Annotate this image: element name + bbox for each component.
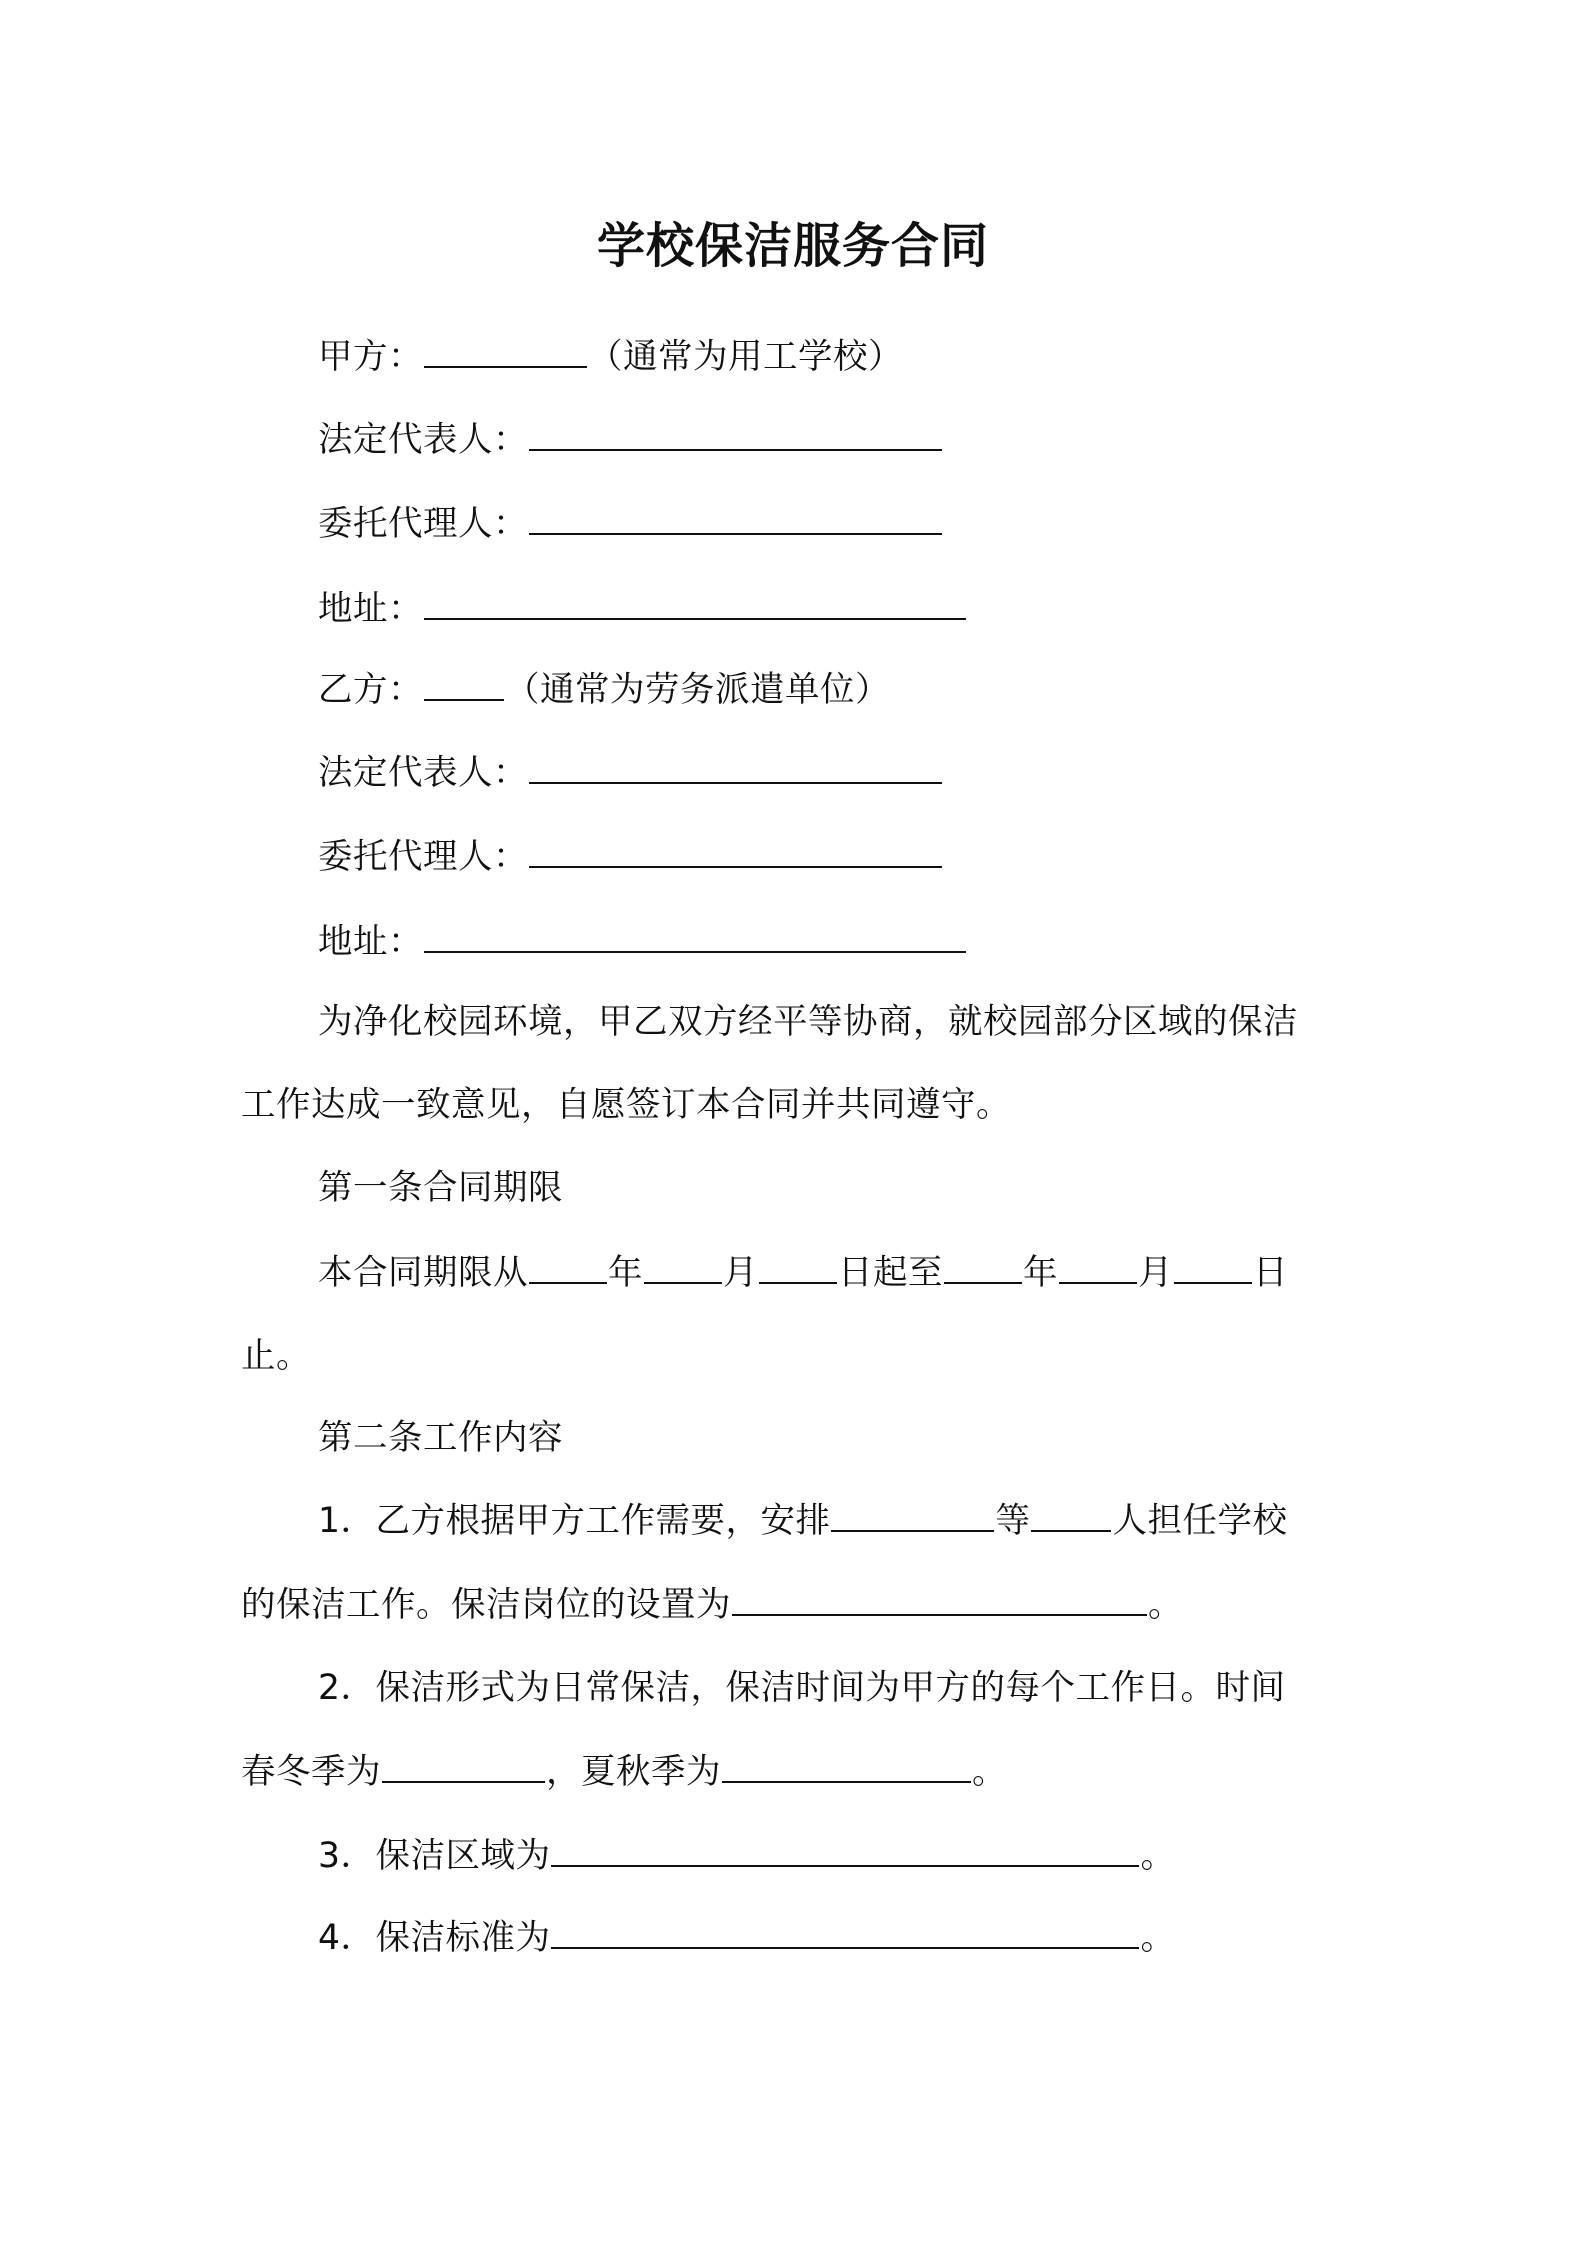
item-3-end: 。 (1140, 1836, 1176, 1876)
preamble-line-2: 工作达成一致意见，自愿签订本合同并共同遵守。 (241, 1085, 1011, 1125)
staff-names-blank[interactable] (831, 1499, 994, 1532)
party-a-agent-blank[interactable] (529, 502, 942, 535)
party-b-agent-blank[interactable] (529, 835, 942, 868)
party-a-address-line (318, 585, 967, 633)
party-b-address-blank[interactable] (424, 920, 966, 953)
item-1-line-2-text: 的保洁工作。保洁岗位的设置为 (241, 1585, 731, 1625)
item-1-text-c: 人担任学校 (1112, 1501, 1288, 1541)
party-b-address-label: 地址： (318, 922, 423, 962)
article-1-term-line-2: 止。 (241, 1336, 311, 1376)
article-1-heading: 第一条合同期限 (318, 1168, 563, 1208)
month-label: 月 (1138, 1253, 1173, 1293)
end-year-blank[interactable] (944, 1251, 1022, 1284)
item-2-text-a: 春冬季为 (241, 1752, 381, 1792)
party-a-agent-label: 委托代理人： (318, 504, 528, 544)
article-2-item-1-line-2 (241, 1581, 1183, 1629)
start-year-blank[interactable] (529, 1251, 607, 1284)
item-4-label: 4．保洁标准为 (318, 1918, 551, 1958)
article-2-heading: 第二条工作内容 (318, 1418, 563, 1458)
party-b-legal-rep-label: 法定代表人： (318, 753, 528, 793)
day-end-label: 日 (1253, 1253, 1288, 1293)
party-a-legal-rep-blank[interactable] (529, 418, 942, 451)
winter-hours-blank[interactable] (382, 1750, 545, 1783)
party-a-label: 甲方： (318, 337, 423, 377)
year-label: 年 (608, 1253, 643, 1293)
article-2-item-2-line-1: 2．保洁形式为日常保洁，保洁时间为甲方的每个工作日。时间 (318, 1668, 1286, 1708)
party-b-label: 乙方： (318, 670, 423, 710)
day-from-label: 日起至 (838, 1253, 943, 1293)
party-b-agent-label: 委托代理人： (318, 837, 528, 877)
staff-count-blank[interactable] (1031, 1499, 1111, 1532)
party-b-address-line (318, 918, 967, 966)
party-a-legal-rep-line (318, 416, 943, 464)
party-a-line (318, 333, 903, 381)
party-a-address-blank[interactable] (424, 587, 966, 620)
party-a-agent-line (318, 500, 943, 548)
start-day-blank[interactable] (759, 1251, 837, 1284)
item-1-line-2-end: 。 (1148, 1585, 1183, 1625)
article-1-term-line (318, 1249, 1288, 1297)
end-day-blank[interactable] (1174, 1251, 1252, 1284)
item-2-text-b: ，夏秋季为 (546, 1752, 721, 1792)
item-1-text-a: 1．乙方根据甲方工作需要，安排 (318, 1501, 831, 1541)
document-title: 学校保洁服务合同 (596, 218, 989, 274)
month-label: 月 (723, 1253, 758, 1293)
item-1-text-b: 等 (995, 1501, 1031, 1541)
party-a-legal-rep-label: 法定代表人： (318, 420, 528, 460)
year-label: 年 (1023, 1253, 1058, 1293)
article-2-item-1-line-1 (318, 1497, 1287, 1545)
term-start-text: 本合同期限从 (318, 1253, 528, 1293)
party-b-legal-rep-blank[interactable] (529, 751, 942, 784)
cleaning-area-blank[interactable] (551, 1834, 1139, 1867)
start-month-blank[interactable] (644, 1251, 722, 1284)
article-2-item-4 (318, 1914, 1175, 1962)
party-b-legal-rep-line (318, 749, 943, 797)
party-b-line (318, 666, 890, 714)
post-setup-blank[interactable] (732, 1583, 1147, 1616)
party-a-address-label: 地址： (318, 589, 423, 629)
cleaning-standard-blank[interactable] (551, 1916, 1139, 1949)
party-b-blank[interactable] (424, 668, 504, 701)
article-2-item-2-line-2 (241, 1748, 1007, 1796)
party-b-agent-line (318, 833, 943, 881)
preamble-line-1: 为净化校园环境，甲乙双方经平等协商，就校园部分区域的保洁 (318, 1002, 1298, 1042)
party-a-note: （通常为用工学校） (588, 337, 903, 377)
item-2-end: 。 (972, 1752, 1007, 1792)
summer-hours-blank[interactable] (722, 1750, 971, 1783)
article-2-item-3 (318, 1832, 1175, 1880)
party-b-note: （通常为劳务派遣单位） (505, 670, 890, 710)
party-a-blank[interactable] (424, 335, 587, 368)
end-month-blank[interactable] (1059, 1251, 1137, 1284)
item-4-end: 。 (1140, 1918, 1176, 1958)
item-3-label: 3．保洁区域为 (318, 1836, 551, 1876)
